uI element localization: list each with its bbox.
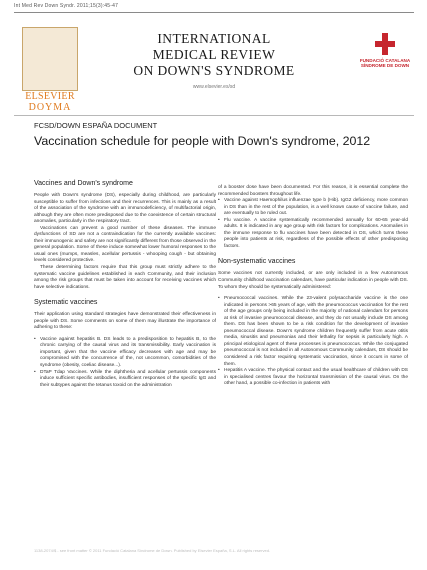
citation: Int Med Rev Down Syndr. 2011;15(3):45-47 [14, 3, 119, 9]
journal-title-line: MEDICAL REVIEW [152, 47, 276, 62]
bullet-list [34, 337, 216, 389]
list-item: • Vaccine against hepatitis B. DS leads to a predisposition to hepatitis B, to the chronic carrying of the causal virus and its transmissibility. Early vaccination is important, given that the vaccine efficacy decreases with age and may be compromised with the concurrence of the, not uncommon, comorbidities of the syndrome (obesity, coeliac disease...). [34, 337, 216, 370]
publisher-imprint: DOYMA [28, 102, 72, 113]
paragraph: Their application using standard strategies have demonstrated their effectiveness in people with DS. Some comments on some of them may illustrate the importance of adhering to these: [34, 312, 216, 331]
header-bottom-rule [14, 115, 414, 116]
list-item: • Flu vaccine. A vaccine systematically recommended annually for 60-65 year-old adults. It is indicated in any age group with risk factors for complications. Anomalies in the immune response to flu vaccines have been detected in DS, which turns these people into patients at risk, regardless of the possible effects of other predisposing factors. [218, 218, 408, 251]
fcsd-logo [354, 33, 414, 93]
section-heading: Vaccines and Down's syndrome [34, 180, 133, 187]
paragraph: of a booster dose have been documented. For this reason, it is essential complete the recommended boosters throughout life. [218, 185, 408, 197]
section-heading: Systematic vaccines [34, 299, 98, 307]
elsevier-tree-emblem [22, 27, 78, 91]
publisher-name: ELSEVIER [25, 91, 75, 102]
article-title: Vaccination schedule for people with Down's syndrome, 2012 [34, 134, 371, 148]
header-top-rule [14, 12, 414, 13]
bullet-list [218, 296, 408, 388]
cross-icon [375, 33, 395, 55]
section-label: FCSD/DOWN ESPAÑA DOCUMENT [34, 121, 158, 130]
right-column [218, 185, 408, 388]
paragraph: Vaccinations can prevent a good number of these diseases. The immune dysfunctions of SD are not a contraindication for the currently available vaccines: their immunogenic and safety are not significantly different from those observed in the general population. Some of these induce somewhat lower humoral responses to the usual ones (mumps, measles, acellular pertussis - whooping cough - but obtaining levels considered protective. [34, 225, 216, 264]
paragraph: Some vaccines not currently included, or are only included in a few Autonomous Community childhood vaccination calendars, have particular indication in people with DS. To whom they should be systematically administered: [218, 271, 408, 290]
foundation-name [354, 58, 416, 69]
foundation-name-line: FUNDACIÓ CATALANA [359, 58, 411, 63]
list-item: • DTaP Tdap Vaccines. While the diphtheria and acellular pertussis components induce sufficient specific antibodies, insufficient responses of the specific IgG and their subtypes against the tetanus toxoid on the administration [34, 370, 216, 390]
journal-url: www.elsevier.es/sd [192, 84, 236, 90]
journal-title [100, 31, 328, 79]
list-item: • Pneumococcal vaccines. While the 23-valent polysaccharide vaccine is the one indicated in persons >65 years of age, with the pneumococcus vaccination for the rest of the age groups only being included in the majority of national calendars for persons at risk of invasive pneumococcal disease, and they do not usually include DS among them. DS has been shown to be a risk condition for the development of invasive pneumococcal disease. Down's syndrome children frequently suffer from acute otitis media, sinusitis and pneumonias and their lethality for sepsis is particularly high. A principal etiological agent of these processes is pneumococcus. While the conjugated pneumococcal is not included in all Autonomous Community calendars, DS should be considered a risk factor requiring systematic vaccination, since it occurs in some of them. [218, 296, 408, 368]
foundation-name-line: SÍNDROME DE DOWN [360, 63, 410, 69]
elsevier-logo [14, 27, 86, 119]
left-column [34, 180, 216, 389]
journal-title-line: INTERNATIONAL [157, 31, 271, 46]
list-item: • Vaccine against Haemophilus influenzae type b (Hib). IgG2 deficiency, more common in DS than in the rest of the population, is a well known cause of vaccine failure, and are eventually to be ruled out. [218, 198, 408, 218]
journal-header [0, 9, 427, 119]
list-item: • Hepatitis A vaccine. The physical contact and the usual healthcare of children with DS in specialised centres favour the horizontal transmission of the causal virus. On the other hand, a possible co-infection in patients with [218, 368, 408, 388]
journal-title-line: ON DOWN'S SYNDROME [133, 63, 295, 78]
paragraph: These determining factors require that this group must strictly adhere to the systematic vaccine guidelines established in each Community, and their inclusion among the risk groups that must be taken into account for receiving vaccines which have selective indications. [34, 265, 216, 290]
section-heading: Non-systematic vaccines [218, 258, 296, 266]
paragraph: People with Down's syndrome (DS), especially during childhood, are particularly susceptible to suffer from infections and their recurrences. This is mainly as a result of the association of the syndrome with an immunodeficiency, of multifactorial origin, although they are often more predisposed due to the coexistence of certain structural anomalies, particularly in the respiratory tract. [34, 193, 216, 225]
copyright-footer: 1138-2074/$ - see front matter © 2011 Fundació Catalana Síndrome de Down. Published by Elsevier España, S.L. All rights reserved. [34, 548, 271, 553]
bullet-list [218, 198, 408, 250]
